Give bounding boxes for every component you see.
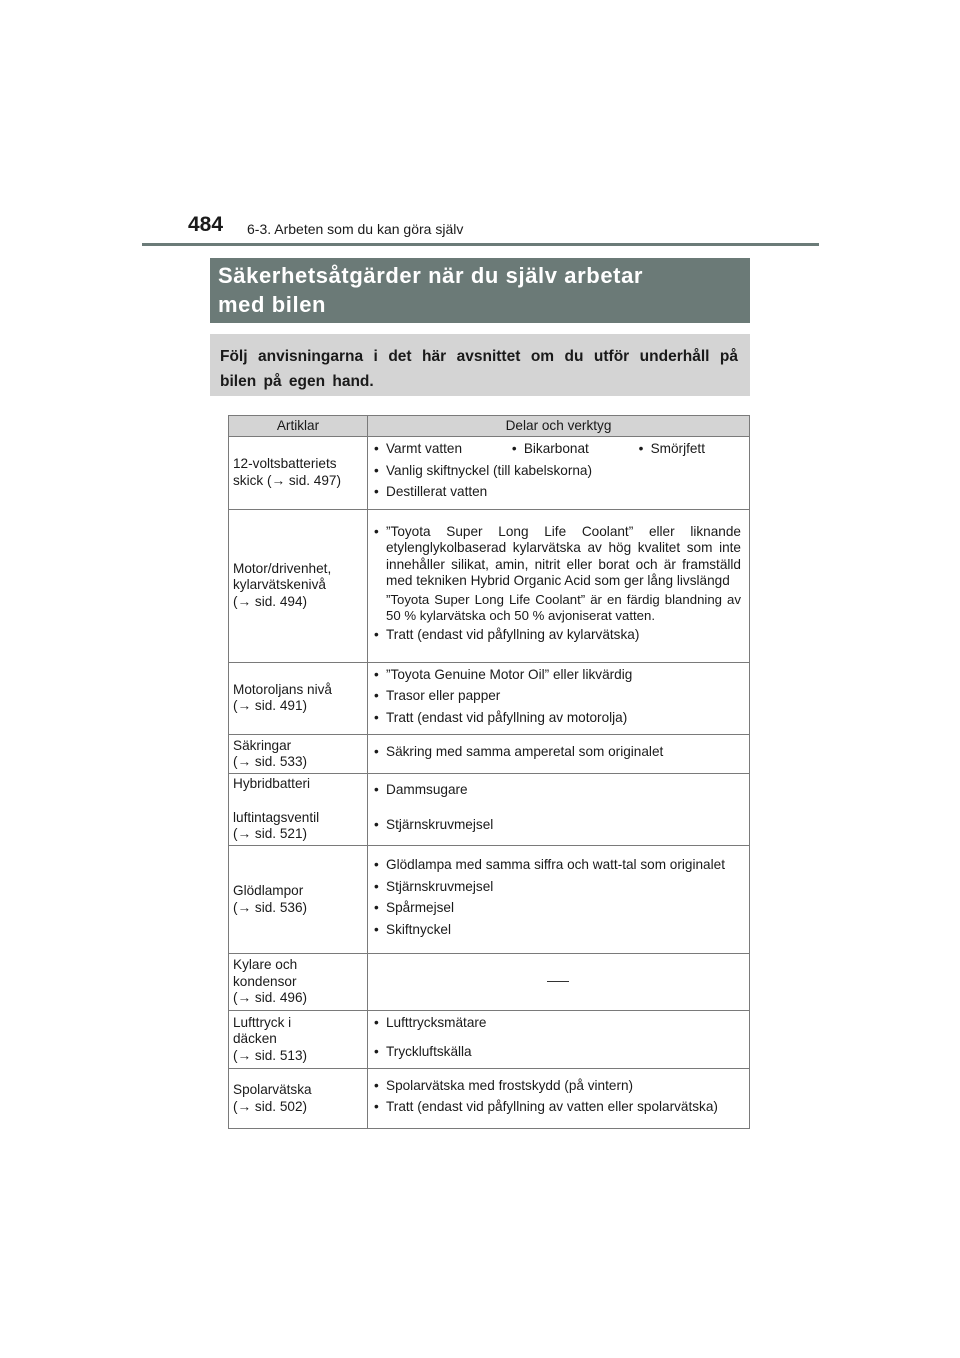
item-line: Glödlampor xyxy=(233,883,304,898)
list-item: • Destillerat vatten xyxy=(374,484,488,499)
tools-cell xyxy=(368,1069,750,1129)
item-line: kondensor xyxy=(233,973,297,989)
item-line: skick (→ sid. 497) xyxy=(233,472,342,488)
tools-cell xyxy=(368,774,750,846)
list-item: • Skiftnyckel xyxy=(374,921,451,937)
table-header-row xyxy=(229,416,750,437)
header-tools: Delar och verktyg xyxy=(368,416,750,437)
item-cell xyxy=(229,774,368,846)
intro-box xyxy=(210,334,750,396)
item-line: (→ sid. 491) xyxy=(233,698,308,714)
list-item: • Tratt (endast vid påfyllning av motorolja) xyxy=(374,709,628,725)
none-dash xyxy=(547,981,569,982)
list-item: • Bikarbonat xyxy=(511,441,589,456)
coolant-note: ”Toyota Super Long Life Coolant” är en färdig blandning av 50 % kylarvätska och 50 % avjoniserat vatten. xyxy=(386,591,741,624)
item-line: däcken xyxy=(233,1031,277,1047)
list-item: • ”Toyota Genuine Motor Oil” eller likvärdig xyxy=(374,666,633,682)
table-row xyxy=(229,954,750,1011)
section-title-line-2: med bilen xyxy=(218,292,327,317)
list-item: • Varmt vatten xyxy=(374,441,463,456)
tools-cell-empty xyxy=(368,954,750,1011)
item-line: Lufttryck i xyxy=(233,1014,292,1030)
table-row xyxy=(229,509,750,662)
list-item: • Tratt (endast vid påfyllning av kylarvätska) xyxy=(374,626,640,642)
table-row xyxy=(229,774,750,846)
item-cell xyxy=(229,1069,368,1129)
item-line: Spolarvätska xyxy=(233,1082,312,1097)
item-cell xyxy=(229,735,368,774)
item-line: (→ sid. 521) xyxy=(233,826,308,842)
item-line: Kylare och xyxy=(233,957,298,973)
page-number: 484 xyxy=(188,213,224,236)
item-line: (→ sid. 496) xyxy=(233,990,308,1006)
tools-cell xyxy=(368,662,750,735)
item-line: (→ sid. 533) xyxy=(233,754,308,769)
section-title-line-1: Säkerhetsåtgärder när du själv arbetar xyxy=(218,263,644,288)
tools-cell xyxy=(368,735,750,774)
list-item: • Tryckluftskälla xyxy=(374,1043,472,1059)
table-row xyxy=(229,735,750,774)
table-row xyxy=(229,1069,750,1129)
item-cell xyxy=(229,954,368,1011)
item-cell xyxy=(229,846,368,954)
tools-cell xyxy=(368,437,750,510)
table-row xyxy=(229,437,750,510)
table-row xyxy=(229,1011,750,1069)
list-item: • Säkring med samma amperetal som originalet xyxy=(374,743,664,759)
list-item: • Dammsugare xyxy=(374,782,468,797)
item-line: Hybridbatteri xyxy=(233,776,311,792)
tools-table xyxy=(228,415,750,1129)
item-line: kylarvätskenivå xyxy=(233,577,326,593)
item-line: (→ sid. 502) xyxy=(233,1098,308,1114)
tools-cell xyxy=(368,509,750,662)
item-line: Motor/drivenhet, xyxy=(233,560,332,576)
list-item: • Vanlig skiftnyckel (till kabelskorna) xyxy=(374,462,592,478)
item-line: (→ sid. 513) xyxy=(233,1047,308,1063)
list-item: • Spårmejsel xyxy=(374,900,454,915)
item-line: 12-voltsbatteriets xyxy=(233,456,337,472)
item-line: (→ sid. 536) xyxy=(233,899,308,915)
list-item: • Stjärnskruvmejsel xyxy=(374,816,494,832)
item-cell xyxy=(229,1011,368,1069)
item-cell xyxy=(229,509,368,662)
item-line: Säkringar xyxy=(233,737,292,753)
list-item: • Tratt (endast vid påfyllning av vatten eller spolarvätska) xyxy=(374,1099,718,1114)
item-line: Motoroljans nivå xyxy=(233,681,332,697)
tools-cell xyxy=(368,846,750,954)
item-cell xyxy=(229,437,368,510)
list-item: • Spolarvätska med frostskydd (på vintern) xyxy=(374,1077,634,1093)
list-item: • Smörjfett xyxy=(638,441,705,456)
item-line xyxy=(233,793,363,810)
list-item: • Trasor eller papper xyxy=(374,688,501,703)
item-line: luftintagsventil xyxy=(233,809,320,825)
list-item: • Stjärnskruvmejsel xyxy=(374,878,494,894)
tools-inline-row xyxy=(374,441,741,458)
header-divider xyxy=(142,243,819,246)
list-item: • Glödlampa med samma siffra och watt-tal som originalet xyxy=(374,857,725,872)
tools-cell xyxy=(368,1011,750,1069)
table-row xyxy=(229,846,750,954)
list-item: • ”Toyota Super Long Life Coolant” eller liknande etylenglykolbaserad kylarvätska av hög kvalitet som inte innehåller silikat, amin, nitrit eller borat och är framställd med tekniken Hybrid Organic Acid som ger lång livslängd xyxy=(374,523,741,589)
list-item: • Lufttrycksmätare xyxy=(374,1015,487,1030)
item-line: (→ sid. 494) xyxy=(233,593,308,609)
header-items: Artiklar xyxy=(229,416,368,437)
item-cell xyxy=(229,662,368,735)
intro-text: Följ anvisningarna i det här avsnittet om du utför underhåll på bilen på egen hand. xyxy=(220,348,738,390)
section-breadcrumb: 6-3. Arbeten som du kan göra själv xyxy=(247,221,464,237)
section-title-banner xyxy=(210,258,750,323)
table-row xyxy=(229,662,750,735)
